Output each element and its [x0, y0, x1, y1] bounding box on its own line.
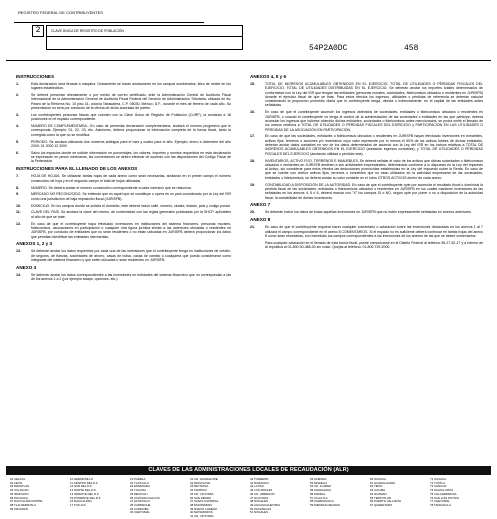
- alr-entry: 14 ORIENTE DEL D.F.: [70, 492, 100, 496]
- instruction-number: 8.: [16, 185, 19, 190]
- alr-entry: 30 CHETUMAL: [130, 511, 150, 515]
- instruction-item: [250, 225, 483, 238]
- instruction-number: 21.: [250, 225, 255, 230]
- alr-entry: 23 ENSENADA: [130, 485, 150, 489]
- alr-column: [10, 478, 68, 519]
- clave-label: CLAVE ÚNICA DE REGISTRO DE POBLACIÓN: [51, 29, 124, 33]
- alr-entry: 10 HERMOSILLO: [70, 478, 93, 481]
- instruction-text: HOJA DE HOJAS. Se utilizarán tantas hojas de cada anexo como sean necesarias, anotando en el primer campo el número consecutivo de hoja y en el segundo campo el total de hojas utilizadas.: [31, 174, 231, 183]
- alr-entry: 33 REYNOSA: [190, 485, 209, 489]
- instruction-number: 4.: [16, 124, 19, 129]
- alr-entry: 53 MORELIA: [310, 481, 328, 485]
- alr-entry: 12 SUR DEL D.F.: [70, 485, 93, 489]
- instruction-item: [250, 159, 483, 180]
- alr-entry: 48 NOGALES: [250, 500, 268, 504]
- alr-entry: 35 CD. VICTORIA: [190, 492, 214, 496]
- section-title: INSTRUCCIONES PARA EL LLENADO DE LOS ANEXOS: [16, 166, 138, 172]
- alr-column: [310, 478, 368, 519]
- instruction-text: DOMICILIO. En los campos donde se solicita el domicilio, éste deberá incluir calle, número, ciudad, estado, país y código postal.: [31, 203, 231, 208]
- instruction-item: [16, 204, 231, 208]
- instruction-item: [16, 113, 231, 122]
- alr-entry: 28 CAMPECHE: [130, 503, 151, 507]
- instruction-item: [16, 186, 231, 190]
- alr-column: [190, 478, 248, 519]
- instruction-item: [16, 93, 231, 110]
- instruction-text: Se deberán anotar los datos requeridos por cada una de las inversiones que el contribuyente tenga en instituciones de crédito, de seguros, de fianzas, sociedades de ahorro, casas de bolsa, casas de cambio o cualquiera que pueda considerarse como integrante del sistema financiero y que estén ubicadas o sean residentes en JURISFB.: [31, 249, 231, 263]
- instruction-text: CLAVE DEL PAÍS. Se anotará la clave del mismo, de conformidad con las reglas generales publicadas por la SHCP, aplicables al año de que se trate.: [31, 210, 231, 219]
- alr-entry: 54 CD. JUÁREZ: [310, 485, 332, 489]
- instruction-item: [250, 183, 483, 200]
- instruction-number: 19.: [250, 182, 255, 187]
- instruction-number: 2.: [16, 93, 19, 98]
- instruction-text: Se deberán anotar los datos correspondientes a las inversiones en entidades del sistema financiero que no correspondan a las de los anexos 1 a 2 (por ejemplo swaps, opciones, etc.).: [31, 272, 231, 282]
- alr-entry: 71 OAXACA: [430, 478, 447, 481]
- alr-entry: 64 GUZMÁN: [370, 492, 387, 496]
- alr-entry: 63 COLIMA: [370, 489, 386, 493]
- alr-entry: 06 PACHUCA: [10, 496, 28, 500]
- alr-entry: 02 LEÓN: [10, 481, 22, 485]
- form-number-box: [32, 25, 44, 37]
- instruction-text: MERCADO NO RECONOCIDO. Se entiende que es aquél que se constituye u opera en un país considerado por la Ley del ISR como una jurisdicción de baja imposición fiscal (JURISFB).: [31, 192, 231, 201]
- instruction-item: [250, 210, 483, 214]
- instruction-item: [16, 82, 231, 91]
- alr-entry: 27 ACAPULCO: [130, 500, 150, 504]
- instruction-number: 13.: [16, 249, 21, 254]
- form-header: [6, 4, 491, 56]
- instruction-number: 1.: [16, 82, 19, 86]
- instruction-text: Se deberán incluir los datos de todas aquellas inversiones en JURISFB que no estén expresamente señaladas en anexos anteriores.: [265, 210, 472, 215]
- alr-entry: 52 ZAMORA: [310, 478, 327, 481]
- alr-entry: 22 TLAXCALA: [130, 481, 149, 485]
- instruction-number: [250, 241, 262, 250]
- alr-entry: 38 MONTERREY: [190, 503, 213, 507]
- alr-title-bar: CLAVES DE LAS ADMINISTRACIONES LOCALES DE RECAUDACIÓN (ALR): [6, 466, 491, 475]
- alr-entry: 26 COATZACOALCOS: [130, 496, 160, 500]
- instruction-text: NÚMERO. Se deberá anotar el número consecutivo correspondiente a cada inversión que se relaciona.: [31, 185, 192, 190]
- instruction-text: Salvo los espacios donde se solicite información en porcentajes, los valores, importes y montos requeridos en esta declaración se expresarán en pesos mexicanos, las conversiones se deben efectuar de acuerdo con las disposiciones del Código Fiscal de la Federación.: [31, 150, 231, 164]
- alr-entry: 73 CANCÚN: [430, 485, 447, 489]
- alr-entry: 78 TAPACHULA: [430, 503, 451, 507]
- alr-entry: 40 MATAMOROS: [190, 511, 213, 515]
- alr-entry: 59 PIEDRAS NEGRAS: [310, 503, 340, 507]
- instruction-item: [250, 241, 483, 250]
- instruction-text: En caso de que las sociedades, entidades o fideicomisos ubicados o residentes en JURISFB hayan efectuado inversiones en inmuebles, activos fijos, terrenos o acciones y/o inventarios cuyo valor represente por lo menos el 50% de los activos totales de dichas entidades, deberán anotar datos contables en vez de los datos determinados de acuerdo con la Ley del ISR en los incisos relativos a TOTAL DE INGRESOS ACUMULABLES OBTENIDOS EN EL EJERCICIO (anotando ingresos contables), y TOTAL DE UTILIDADES O PÉRDIDAS FISCALES DEL EJERCICIO (anotando utilidad o pérdida neta).: [265, 134, 483, 156]
- alr-entry: 16 NAUCALPAN: [70, 500, 92, 504]
- instruction-text: Los contribuyentes personas físicas que cuenten con la Clave Única de Registro de Población (CURP), la anotarán a 18 posiciones en el espacio correspondiente.: [31, 112, 231, 122]
- instruction-text: Para cualquier aclaración en el llenado de esta forma fiscal, puede comunicarse en el Distrito Federal al teléfono 55-27-52-27 y a Interior de la república al 01-800-90-486-00 sin costo. Quejas al teléfono: 01-800-729-2000.: [265, 240, 483, 250]
- alr-entry: 04 CULIACÁN: [10, 489, 29, 493]
- instruction-text: TOTAL DE INGRESOS ACUMULABLES OBTENIDOS EN EL EJERCICIO, TOTAL DE UTILIDADES O PÉRDIDAS FISCALES DEL EJERCICIO, TOTAL DE UTILIDADES DISTRIBUIDAS EN EL EJERCICIO. Se deberán anotar los importes totales determinados de conformidad con la Ley del ISR que tengan las entidades (personas morales, sociedades, fideicomisos ubicados o residentes en JURISFB) durante el ejercicio fiscal de que se trate. Para estos efectos los ingresos, utilidades o pérdidas de referencia se deberán calcular considerando la proporción promedio diaria que el contribuyente tenga, directa o indirectamente, en el capital de las entidades antes señaladas.: [265, 82, 483, 108]
- instruction-text: PERIODO. Se anotará utilizando dos números arábigos para el mes y cuatro para el año. Ejemplo: enero a diciembre del año 2000: 01 2000 12 2000: [31, 139, 231, 148]
- alr-entry: 50 ZACATECAS: [250, 507, 272, 511]
- instruction-number: 9.: [16, 192, 19, 197]
- instruction-text: En caso de que el contribuyente requiera hacer cualquier comentario o aclaración sobre las inversiones declaradas en los anexos 1 al 7 utilizará el campo correspondiente en el anexo 8 COMENTARIOS. Si el espacio no es suficiente deberá continuar en tantas hojas del anexo 8 como sean necesarias, con Inmediato los campos correspondientes a las inversiones de los anexos de las que se desee comentarios.: [265, 225, 483, 238]
- instruction-number: 11.: [16, 210, 21, 215]
- instruction-number: 20.: [250, 210, 255, 215]
- alr-entry: 31 CD. GUADALUPE: [190, 478, 218, 481]
- rfc-box: [14, 8, 204, 23]
- instruction-item: [16, 222, 231, 239]
- alr-entry: 41 CD. VICTORIA: [190, 515, 214, 519]
- instruction-text: CONTABILIDAD A DISPOSICIÓN DE LA AUTORIDAD. En caso de que el contribuyente opte por acumular el resultado fiscal o dominical la pérdida fiscal de las sociedades, entidades o fideicomisos ubicados o residentes en JURISFB en los cuales mantiene inversiones de las señaladas en los anexos 4, 5 ó 6, deberá marcar con "X" los campos SI o NO, según opte por poner o no a disposición de la autoridad fiscal, la contabilidad de dichas inversiones.: [265, 182, 483, 200]
- instruction-text: En caso de que el contribuyente haya efectuado inversiones en instituciones del sistema financiero, personas morales, fideicomisos, asociaciones en participación o cualquier otra figura jurídica similar a las anteriores ubicadas o residentes en JURISFB, por conducto de entidades que no sean residentes o no están ubicadas en JURISFB deberá proporcionar los datos que permitan identificar las entidades intermedias.: [31, 221, 231, 239]
- form-page: [6, 4, 491, 519]
- alr-entry: 74 SALINA CRUZ: [430, 489, 453, 493]
- alr-entry: 13 NORTE DEL D.F.: [70, 489, 97, 493]
- alr-entry: 01 CELAYA: [10, 478, 25, 481]
- instruction-item: [16, 249, 231, 262]
- instruction-number: 10.: [16, 203, 21, 208]
- alr-entry: 76 SAN LUIS POTOSÍ: [430, 496, 459, 500]
- alr-entry: 72 TUXTLA: [430, 481, 446, 485]
- instruction-item: [16, 140, 231, 149]
- instruction-number: 7.: [16, 174, 19, 179]
- alr-entry: 09 URUAPAN: [10, 507, 28, 511]
- alr-entry: 44 LA PAZ: [250, 485, 264, 489]
- instruction-item: [250, 110, 483, 131]
- alr-entry: 45 LOS MOCHIS: [250, 489, 273, 493]
- alr-column: [250, 478, 308, 519]
- instruction-item: [16, 192, 231, 201]
- top-rule: [6, 60, 491, 61]
- instruction-number: 15.: [250, 82, 255, 86]
- instruction-text: Esta declaración será llenada a máquina. Únicamente se harán anotaciones en los campos sombreados, letra de molde en los lugares establecidos.: [31, 82, 231, 91]
- alr-entry: 36 SAN PEDRO: [190, 496, 212, 500]
- instruction-text: En caso de que el contribuyente acumule los ingresos obtenidos de sociedades, entidades o fideicomisos ubicados o residentes en JURISFB, o cuando el contribuyente no tenga el control de la administración de las sociedades o entidades en las que participe, deberá acumular los ingresos que hubiese obtenido dichas entidades, sociedades o fideicomisos antes mencionados, se podrá omitir el llenado de los incisos relativos a TOTAL DE UTILIDADES O PÉRDIDAS FISCALES DEL EJERCICIO y PARTICIPACIÓN EN LAS UTILIDADES O PÉRDIDAS DE LA ASOCIACIÓN EN PARTICIPACIÓN.: [265, 110, 483, 132]
- alr-entry: 37 SANTA CATARINA: [190, 500, 219, 504]
- instruction-text: Se deberá presentar directamente o por medio de correo certificado, ante la Administración Central de Auditoría Fiscal Internacional de la Administración General de Auditoría Fiscal Federal del Servicio de Administración Tributaria, ubicada en Av. Paseo de la Reforma No. 10 piso 31, colonia Tabacalera, C.P. 06030, México, D.F., durante el mes de febrero de cada año. Su presentación no será por conducto de la oficina de dicha autoridad de partes.: [31, 93, 231, 111]
- curp-box: [46, 25, 243, 37]
- alr-entry: 49 AGUASCALIENTES: [250, 503, 281, 507]
- section-title: ANEXO 3: [16, 264, 37, 270]
- instructions-left-column: [16, 72, 231, 467]
- instruction-text: NÚMERO DE COMPLEMENTARIA.- En caso de presentar declaración complementaria, anotará el número progresivo que le corresponda. Ejemplo: 01, 02, 03, etc. Asimismo, deberá proporcionar la información completa de la forma fiscal, tanto la corregida como la que no se modifica.: [31, 124, 231, 137]
- instruction-number: 6.: [16, 150, 19, 155]
- alr-entry: 24 TIJUANA: [130, 489, 147, 493]
- instruction-number: 12.: [16, 221, 21, 226]
- alr-entry: 42 TORREÓN: [250, 478, 269, 481]
- alr-entry: 60 OAXACA: [370, 478, 387, 481]
- instruction-text: INVENTARIOS, ACTIVO FIJO, TERRENOS E INMUEBLES. Se deberá señalar el valor de los activos que dichas sociedades o fideicomisos ubicados o residentes en JURISFB destinen a sus actividades empresariales, determinado conforme a lo dispuesto en la Ley del Impuesto al Activo, sin considerar para estos efectos las deducciones promovidas establecidas en la Ley del Impuesto sobre la Renta. En caso de que se cuente con ciertos activos fijos, terrenos o inmuebles que no sean utilizados en la actividad empresarial de las sociedades, entidades o fideicomisos, se deberá anotar su valor contable en el rubro OTROS ACTIVOS dentro de cada anexo.: [265, 158, 483, 180]
- alr-entry: 34 TAMPICO: [190, 489, 207, 493]
- alr-entry: 56 PARRAL: [310, 492, 326, 496]
- instruction-number: 3.: [16, 112, 19, 117]
- instruction-number: 5.: [16, 139, 19, 144]
- alr-entry: 61 GUADALAJARA: [370, 481, 396, 485]
- alr-entry: 03 MAZATLÁN: [10, 485, 30, 489]
- alr-entry: 62 TEPIC: [370, 485, 383, 489]
- section-title: INSTRUCCIONES: [16, 74, 55, 79]
- alr-column: [370, 478, 428, 519]
- instruction-item: [250, 134, 483, 155]
- alr-entry: 15 PONIENTE DEL D.F.: [70, 496, 102, 500]
- section-title: ANEXO 7: [250, 202, 271, 208]
- alr-entry: 39 NUEVO LAREDO: [190, 507, 217, 511]
- section-title: ANEXOS 4, 5 y 6: [250, 74, 287, 79]
- instruction-item: [16, 151, 231, 164]
- alr-entry: 67 QUERÉTARO: [370, 503, 393, 507]
- alr-entry: 43 DURANGO: [250, 481, 269, 485]
- alr-entry: 05 IRAPUATO: [10, 492, 29, 496]
- alr-entry: 65 TEPATITLÁN: [370, 496, 392, 500]
- curp-entry-field[interactable]: [46, 37, 243, 50]
- alr-entry: 21 PUEBLA: [130, 478, 146, 481]
- alr-entry: 29 CÓRDOBA: [130, 507, 149, 511]
- instructions-right-column: [250, 72, 483, 467]
- rfc-label: REGISTRO FEDERAL DE CONTRIBUYENTES: [18, 10, 103, 15]
- form-number: 2: [35, 26, 41, 35]
- section-title: ANEXOS 1, 2 y 3: [16, 241, 53, 247]
- alr-entry: 08 TLALNEPANTLA: [10, 503, 36, 507]
- alr-entry: 58 CUERNAVACA: [310, 500, 334, 504]
- instruction-item: [16, 273, 231, 282]
- alr-entry: 47 GUAYMAS: [250, 496, 269, 500]
- instruction-item: [16, 124, 231, 137]
- alr-entry: 32 MONCLOVA: [190, 481, 211, 485]
- alr-entry: 66 PUERTO VALLARTA: [370, 500, 402, 504]
- page-code: 458: [404, 44, 419, 53]
- alr-entry: 57 CUAUTLA: [310, 496, 328, 500]
- form-code: 54P2A0DC: [309, 44, 348, 53]
- alr-entry: 51 NOGALES: [250, 511, 268, 515]
- alr-entry: 75 VILLAHERMOSA: [430, 492, 457, 496]
- alr-column: [130, 478, 188, 519]
- instruction-item: [16, 174, 231, 183]
- instruction-number: 16.: [250, 110, 255, 115]
- alr-entry: 77 CHETUMAL: [430, 500, 450, 504]
- section-title: ANEXO 8: [250, 217, 271, 223]
- instruction-number: 14.: [16, 272, 21, 277]
- alr-column: [70, 478, 128, 519]
- alr-codes-grid: [10, 478, 488, 519]
- alr-entry: 46 CD. OBREGÓN: [250, 492, 275, 496]
- instruction-number: 18.: [250, 158, 255, 163]
- alr-column: [430, 478, 488, 519]
- alr-entry: 55 CHIHUAHUA: [310, 489, 332, 493]
- alr-entry: 07 NAUCALPAN NORTE: [10, 500, 43, 504]
- instruction-item: [250, 82, 483, 108]
- alr-entry: 11 CENTRO DEL D.F.: [70, 481, 99, 485]
- alr-entry: 17 TOLUCA: [70, 503, 86, 507]
- alr-entry: 25 MEXICALI: [130, 492, 148, 496]
- instruction-item: [16, 210, 231, 219]
- instruction-number: 17.: [250, 134, 255, 139]
